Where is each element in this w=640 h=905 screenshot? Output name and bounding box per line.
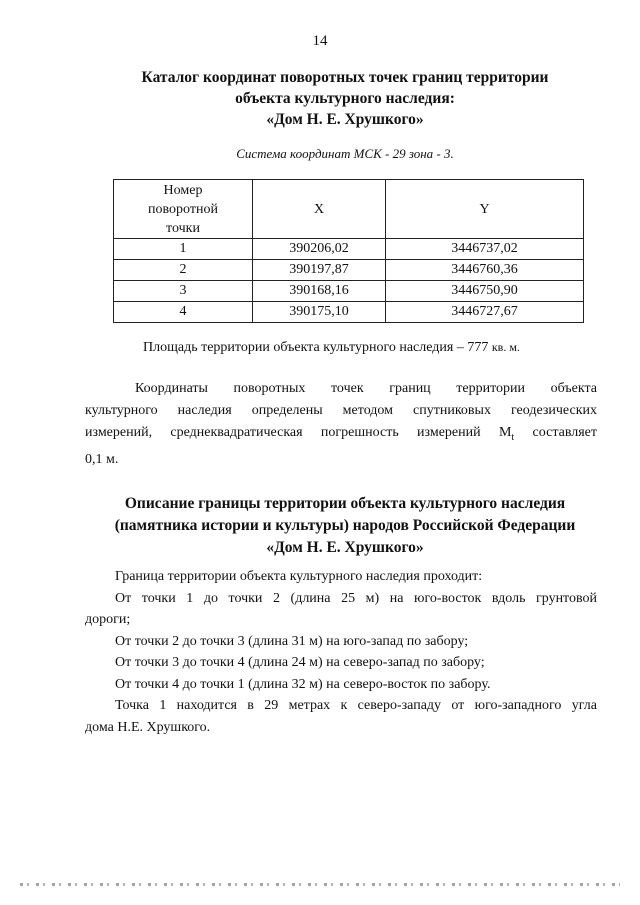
catalog-title-line: объекта культурного наследия:: [235, 90, 455, 107]
cell-point-number: 1: [114, 239, 253, 260]
cell-y: 3446737,02: [386, 239, 584, 260]
table-row: [114, 239, 584, 260]
description-title-line: (памятника истории и культуры) народов Российской Федерации: [114, 517, 576, 534]
cell-x: 390168,16: [253, 281, 386, 302]
catalog-title: [0, 67, 640, 130]
description-line: От точки 1 до точки 2 (длина 25 м) на юго-восток вдоль грунтовой: [115, 590, 597, 606]
paragraph-text: составляет: [514, 425, 598, 440]
paragraph-line: Координаты поворотных точек границ территории объекта: [135, 381, 597, 396]
paragraph-text: измерений, среднеквадратическая погрешность измерений M: [85, 425, 512, 440]
cell-y: 3446750,90: [386, 281, 584, 302]
cell-y: 3446727,67: [386, 302, 584, 323]
header-y: Y: [386, 180, 584, 239]
page-number: 14: [312, 33, 328, 49]
description-line: Граница территории объекта культурного наследия проходит:: [115, 569, 483, 584]
table-row: [114, 281, 584, 302]
description-title: [0, 493, 640, 559]
cell-x: 390175,10: [253, 302, 386, 323]
cell-point-number: 4: [114, 302, 253, 323]
cell-point-number: 2: [114, 260, 253, 281]
header-point-number: [114, 180, 253, 239]
boundary-description: [85, 566, 597, 738]
paragraph-line: 0,1 м.: [85, 451, 119, 467]
accuracy-paragraph: [85, 378, 597, 471]
header-text: Номер: [163, 182, 203, 198]
cell-y: 3446760,36: [386, 260, 584, 281]
subscript-t: t: [511, 431, 515, 443]
header-text: поворотной: [148, 201, 218, 217]
description-line: От точки 2 до точки 3 (длина 31 м) на юго-запад по забору;: [115, 633, 469, 649]
area-statement: [143, 340, 520, 356]
table-row: [114, 302, 584, 323]
header-text: точки: [166, 220, 200, 236]
header-x: X: [253, 180, 386, 239]
coordinates-table: [113, 179, 584, 323]
cell-x: 390197,87: [253, 260, 386, 281]
area-text: Площадь территории объекта культурного наследия – 777: [143, 340, 492, 355]
description-title-line: Описание границы территории объекта культурного наследия: [124, 495, 566, 512]
description-line: дороги;: [85, 612, 131, 627]
description-line: дома Н.Е. Хрушкого.: [85, 719, 211, 735]
cell-point-number: 3: [114, 281, 253, 302]
coordinate-system-note: Система координат МСК - 29 зона - 3.: [236, 146, 454, 161]
description-title-line: «Дом Н. Е. Хрушкого»: [266, 539, 424, 556]
catalog-title-line: Каталог координат поворотных точек границ территории: [141, 69, 549, 86]
description-line: Точка 1 находится в 29 метрах к северо-западу от юго-западного угла: [115, 698, 597, 713]
paragraph-line: культурного наследия определены методом спутниковых геодезических: [85, 403, 597, 418]
description-line: От точки 3 до точки 4 (длина 24 м) на северо-запад по забору;: [115, 655, 485, 670]
description-line: От точки 4 до точки 1 (длина 32 м) на северо-восток по забору.: [115, 676, 491, 692]
catalog-title-line: «Дом Н. Е. Хрушкого»: [266, 111, 424, 128]
area-unit: кв. м.: [491, 340, 520, 354]
table-row: [114, 260, 584, 281]
cell-x: 390206,02: [253, 239, 386, 260]
scan-artifact: [20, 883, 620, 886]
paragraph-line: [85, 422, 597, 449]
table-header-row: [114, 180, 584, 239]
